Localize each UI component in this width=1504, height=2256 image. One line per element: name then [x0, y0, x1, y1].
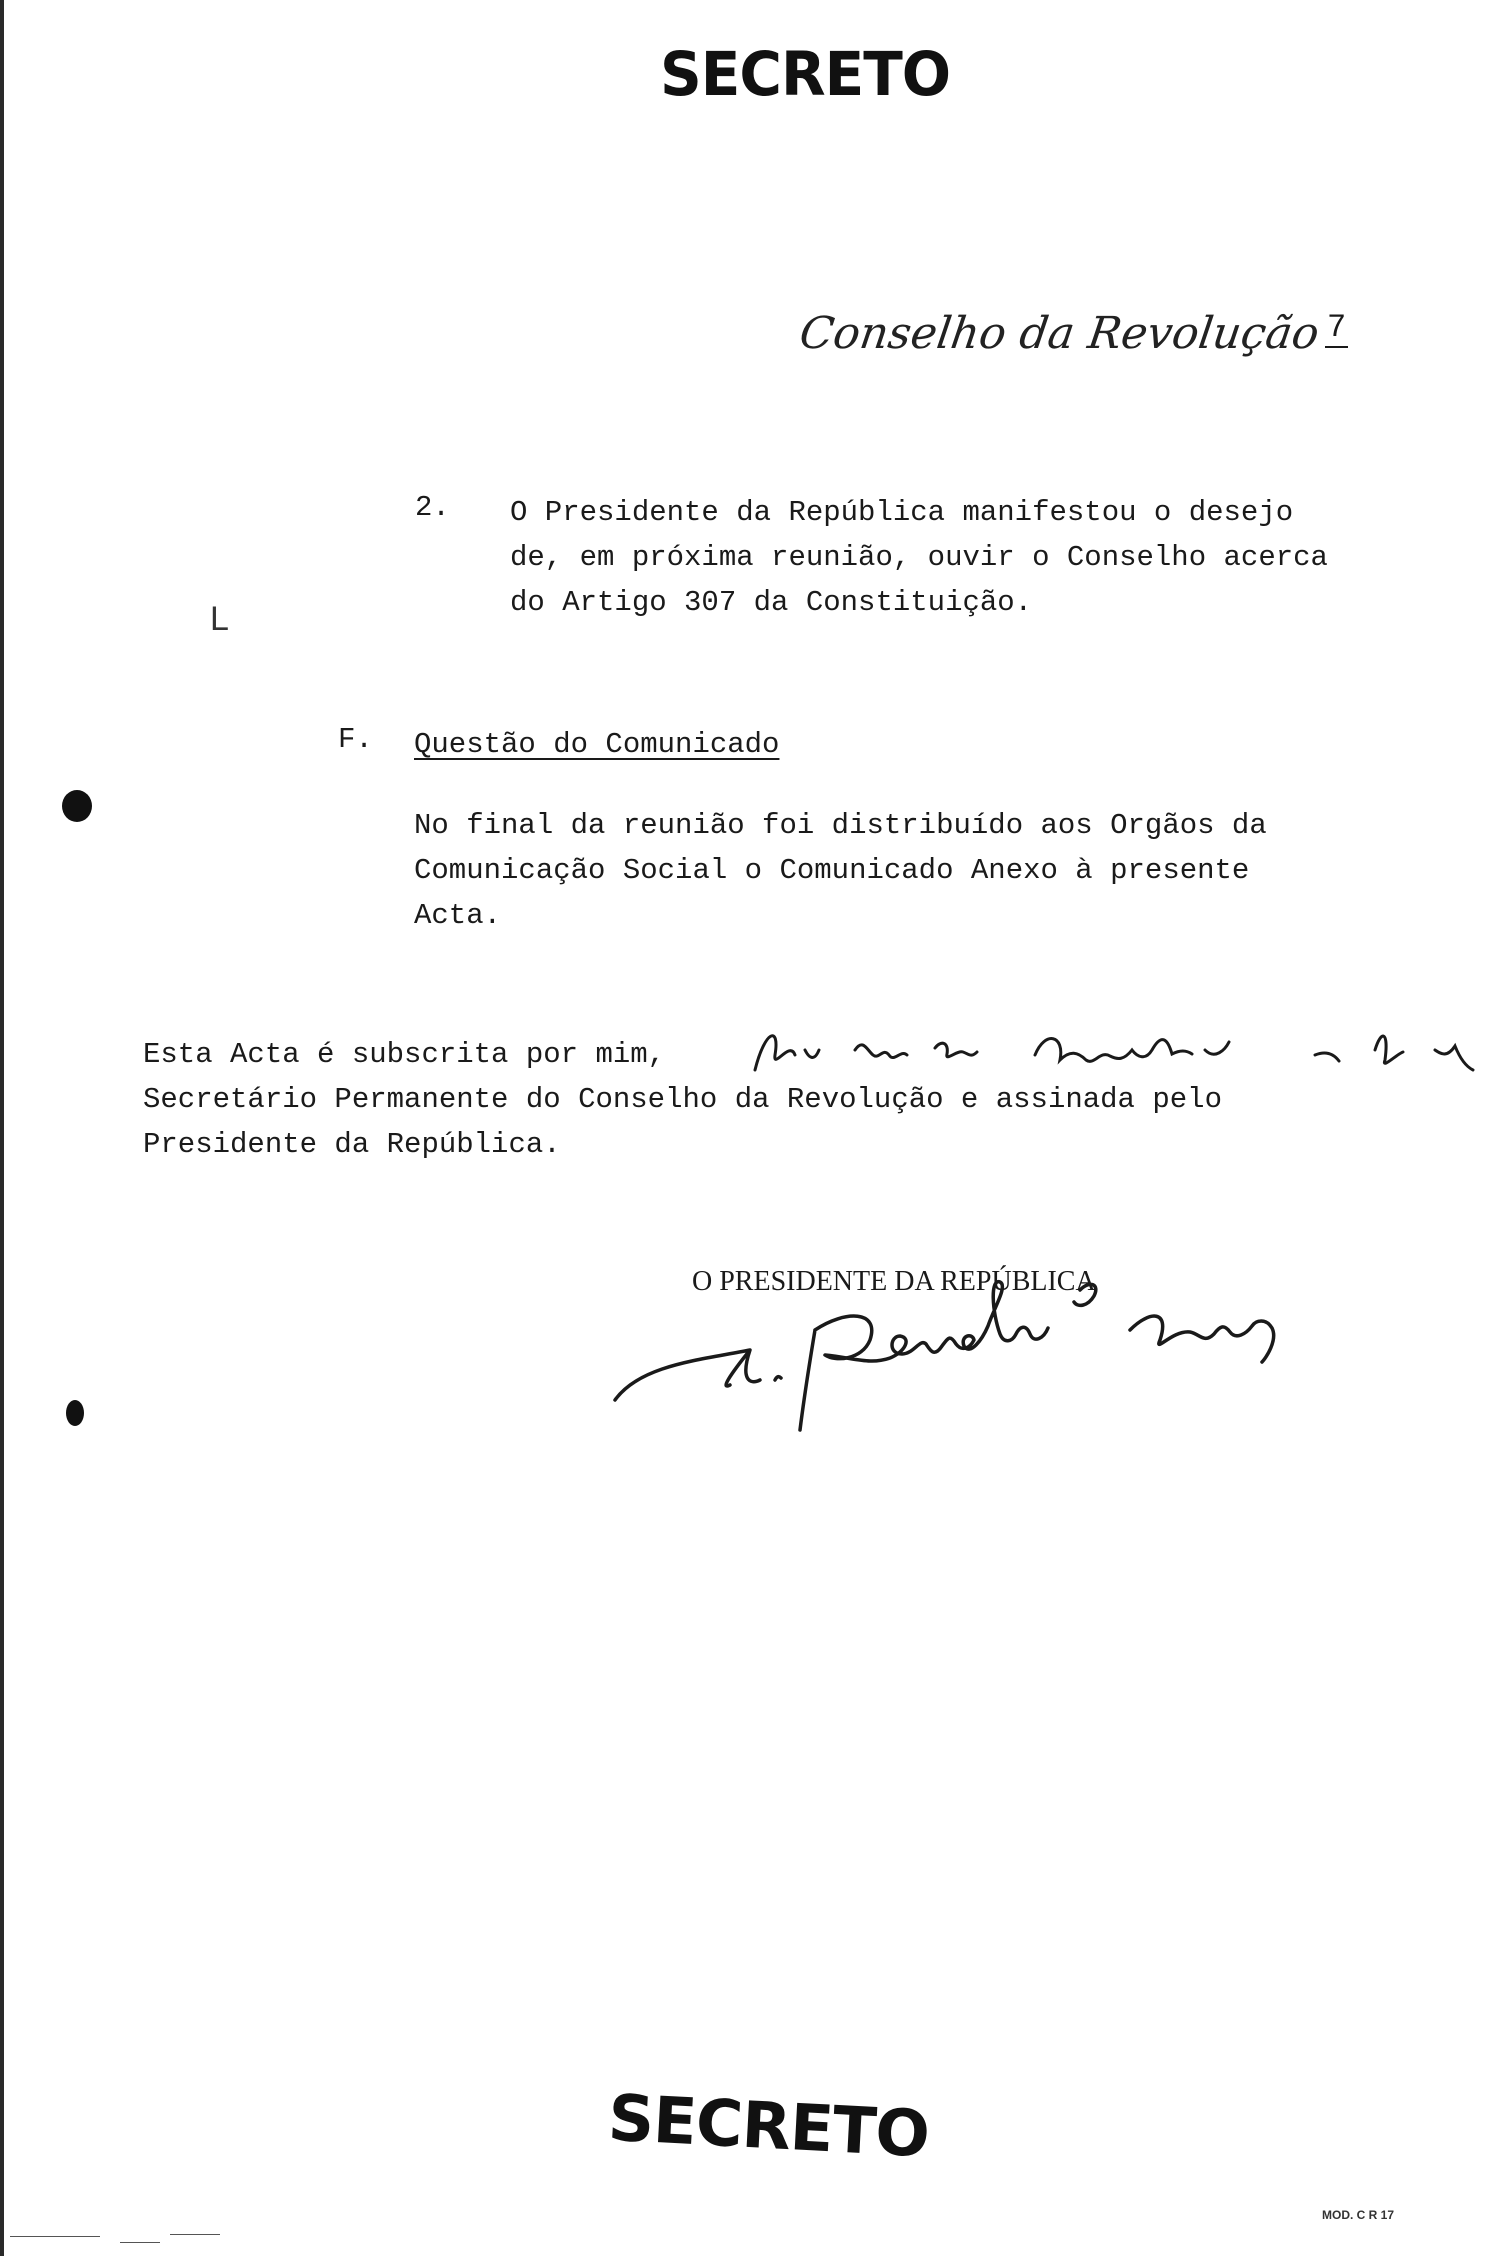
page-number: 7 [1327, 309, 1347, 346]
classification-stamp-bottom: SECRETO [606, 2081, 931, 2173]
page-left-edge [0, 0, 4, 2256]
section-letter: F. [338, 723, 373, 756]
margin-mark: L [210, 600, 229, 638]
bottom-edge-line [170, 2234, 220, 2235]
bottom-edge-line [10, 2236, 100, 2237]
classification-stamp-top: SECRETO [660, 38, 951, 110]
bottom-edge-line [120, 2242, 160, 2243]
president-signature [600, 1270, 1400, 1440]
section-title: Questão do Comunicado [414, 728, 780, 761]
section-body: No final da reunião foi distribuído aos Orgãos da Comunicação Social o Comunicado Anexo à presente Acta. [414, 809, 1267, 932]
secretary-signature [735, 1010, 1495, 1100]
closing-paragraph: Esta Acta é subscrita por mim, Secretário Permanente do Conselho da Revolução e assinada pelo Presidente da República. [143, 1038, 1222, 1161]
punch-hole-bottom [66, 1400, 84, 1426]
form-code: MOD. C R 17 [1322, 2208, 1395, 2222]
item-number: 2. [415, 491, 450, 524]
president-label: O PRESIDENTE DA REPÚBLICA [692, 1266, 1096, 1297]
letterhead: Conselho da Revolução [796, 308, 1323, 359]
punch-hole-top [62, 790, 92, 822]
item-2-text: O Presidente da República manifestou o desejo de, em próxima reunião, ouvir o Conselho acerca do Artigo 307 da Constituição. [510, 496, 1328, 619]
